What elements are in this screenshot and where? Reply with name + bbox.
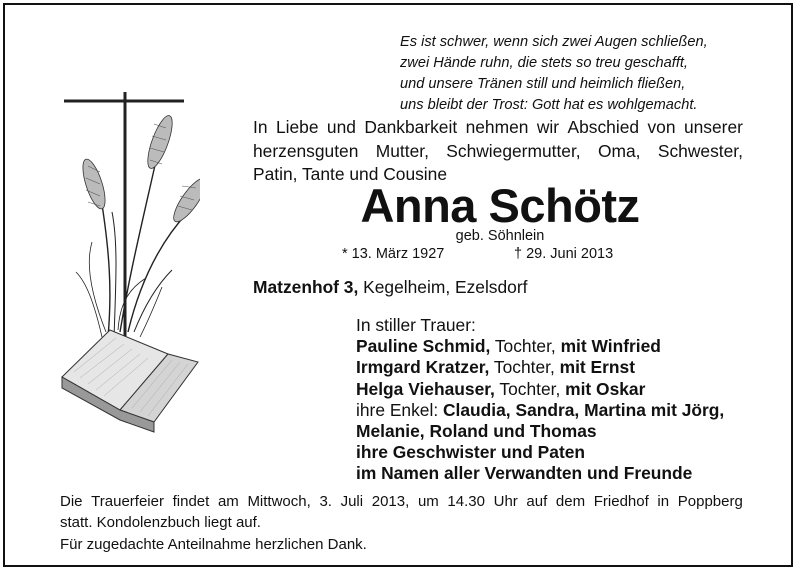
relatives-text: im Namen aller Verwandten und Freunde: [356, 463, 693, 484]
intro-word: Liebe: [275, 117, 319, 137]
intro-word: Dankbarkeit: [364, 117, 458, 137]
mourner-relation: Tochter,: [490, 336, 561, 357]
funeral-word: 2013,: [371, 493, 410, 510]
mourner-partner: mit Oskar: [565, 378, 646, 399]
poem: [400, 32, 744, 116]
grandchildren-names-2: Melanie, Roland und Thomas: [356, 421, 597, 442]
intro-line-3: Patin, Tante und Cousine: [253, 164, 448, 184]
intro-word: unserer: [683, 117, 743, 137]
funeral-line-1: [60, 491, 743, 512]
intro-word: In: [253, 117, 268, 137]
intro-text: [253, 116, 743, 187]
intro-word: von: [647, 117, 676, 137]
funeral-word: auf: [526, 493, 548, 510]
intro-word: und: [326, 117, 356, 137]
siblings-text: ihre Geschwister und Paten: [356, 442, 586, 463]
mourner-row: [356, 379, 724, 400]
mourner-partner: mit Ernst: [559, 357, 636, 378]
deceased-name: Anna Schötz: [360, 179, 640, 232]
thanks-text: Für zugedachte Anteilnahme herzlichen Dank.: [60, 536, 367, 553]
intro-word: Oma,: [598, 140, 641, 161]
grandchildren-names: Claudia, Sandra, Martina mit Jörg,: [443, 399, 725, 420]
intro-line-2: [253, 140, 743, 164]
birth-date: * 13. März 1927: [342, 246, 445, 262]
funeral-line-2: statt. Kondolenzbuch liegt auf.: [60, 514, 261, 531]
mourner-name: Irmgard Kratzer,: [356, 357, 490, 378]
funeral-word: um: [417, 493, 439, 510]
mourner-row: [356, 357, 724, 378]
intro-word: herzensguten: [253, 140, 359, 161]
intro-line-1: [253, 116, 743, 140]
mourner-relation: Tochter,: [494, 378, 566, 399]
funeral-word: Uhr: [493, 493, 518, 510]
mourners-block: [356, 315, 724, 485]
grandchildren-row-2: [356, 421, 724, 442]
funeral-word: Juli: [340, 493, 364, 510]
address-street: Matzenhof 3,: [253, 277, 359, 297]
mourners-heading: In stiller Trauer:: [356, 315, 476, 335]
funeral-word: Mittwoch,: [247, 493, 311, 510]
mourner-name: Pauline Schmid,: [356, 336, 491, 357]
siblings-row: [356, 442, 724, 463]
grandchildren-row: [356, 400, 724, 421]
funeral-word: findet: [172, 493, 210, 510]
intro-word: Abschied: [567, 117, 640, 137]
poem-line: uns bleibt der Trost: Gott hat es wohlgemacht.: [400, 97, 698, 113]
funeral-word: 14.30: [447, 493, 485, 510]
funeral-word: Die: [60, 493, 83, 510]
poem-line: Es ist schwer, wenn sich zwei Augen schließen,: [400, 34, 708, 50]
birth-name: geb. Söhnlein: [455, 228, 545, 244]
mourner-relation: Tochter,: [489, 357, 560, 378]
funeral-word: Friedhof: [593, 493, 649, 510]
funeral-info: [60, 491, 743, 533]
poem-line: zwei Hände ruhn, die stets so treu geschafft,: [400, 55, 688, 71]
funeral-word: am: [217, 493, 239, 510]
funeral-word: 3.: [319, 493, 332, 510]
death-date: † 29. Juni 2013: [514, 246, 614, 262]
mourner-row: [356, 336, 724, 357]
mourner-name: Helga Viehauser,: [356, 378, 495, 399]
address-places: Kegelheim, Ezelsdorf: [358, 277, 528, 297]
funeral-word: Poppberg: [677, 493, 743, 510]
relatives-row: [356, 463, 724, 484]
funeral-word: in: [657, 493, 670, 510]
intro-word: nehmen: [465, 117, 529, 137]
grandchildren-prefix: ihre Enkel:: [356, 399, 443, 420]
intro-word: Schwiegermutter,: [446, 140, 581, 161]
intro-word: wir: [536, 117, 560, 137]
intro-word: Schwester,: [657, 140, 743, 161]
mourner-partner: mit Winfried: [560, 336, 661, 357]
intro-word: Mutter,: [375, 140, 429, 161]
address: [253, 276, 527, 298]
cross-wheat-bible-icon: [50, 92, 200, 462]
funeral-word: dem: [555, 493, 586, 510]
funeral-word: Trauerfeier: [91, 493, 164, 510]
poem-line: und unsere Tränen still und heimlich fließen,: [400, 76, 686, 92]
